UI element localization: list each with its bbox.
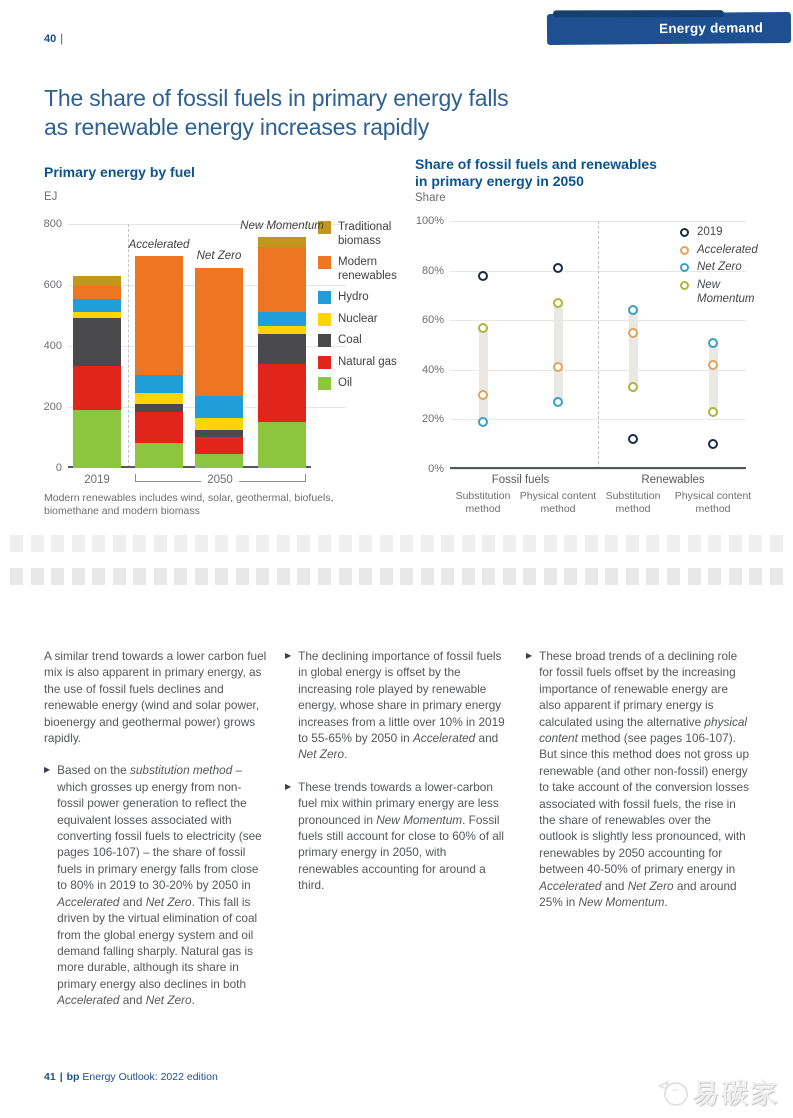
decorative-square bbox=[688, 535, 701, 552]
legend-item bbox=[318, 334, 410, 348]
decorative-square bbox=[277, 535, 290, 552]
y-gridline bbox=[450, 469, 746, 470]
footer-page-number: 41 bbox=[44, 1071, 56, 1083]
decorative-square bbox=[51, 535, 64, 552]
bullet-arrow-icon: ▶ bbox=[526, 651, 533, 660]
decorative-square bbox=[729, 568, 742, 585]
legend-marker-net_zero bbox=[680, 263, 689, 272]
watermark-logo-icon bbox=[656, 1076, 692, 1108]
decorative-square bbox=[462, 568, 475, 585]
text-segment: . bbox=[191, 993, 195, 1008]
decorative-square bbox=[626, 535, 639, 552]
decorative-square bbox=[770, 568, 783, 585]
legend-label: Modern renewables bbox=[338, 256, 397, 282]
legend-item bbox=[680, 225, 758, 240]
legend-label: 2019 bbox=[697, 226, 723, 238]
bullet-text bbox=[57, 762, 268, 1008]
decorative-square bbox=[359, 568, 372, 585]
decorative-square bbox=[215, 535, 228, 552]
legend-item bbox=[680, 260, 758, 275]
text-segment: The declining importance of fossil fuels in global energy is offset by the increasing role played by renewable energy, whose share in primary energy increases from a little over 10% in 2019 to 55-65% by 2050 in bbox=[298, 649, 505, 746]
text-segment: Accelerated bbox=[57, 993, 120, 1008]
decorative-square bbox=[236, 535, 249, 552]
bar-segment-coal bbox=[73, 318, 121, 366]
right-chart-title-line-2: in primary energy in 2050 bbox=[415, 173, 584, 189]
bullet-text bbox=[298, 779, 509, 894]
legend-marker-accelerated bbox=[680, 246, 689, 255]
text-segment: Net Zero bbox=[627, 878, 674, 893]
right-chart-legend bbox=[680, 225, 758, 310]
decorative-square bbox=[400, 535, 413, 552]
legend-swatch-coal bbox=[318, 334, 331, 347]
bar-segment-hydro bbox=[135, 375, 183, 393]
decorative-square bbox=[544, 535, 557, 552]
text-segment: Net Zero bbox=[145, 993, 192, 1008]
decorative-square bbox=[339, 568, 352, 585]
section-banner bbox=[547, 12, 791, 45]
decorative-square bbox=[667, 535, 680, 552]
decorative-square bbox=[503, 568, 516, 585]
decorative-square bbox=[297, 568, 310, 585]
group-label: Renewables bbox=[641, 474, 705, 486]
bar-segment-oil bbox=[258, 422, 306, 468]
data-point-net_zero bbox=[708, 338, 718, 348]
bullet-item bbox=[44, 762, 268, 1008]
right-chart-title-line-1: Share of fossil fuels and renewables bbox=[415, 156, 657, 172]
page-number-divider: | bbox=[60, 33, 64, 45]
bullet-item bbox=[285, 648, 509, 763]
decorative-square bbox=[646, 535, 659, 552]
legend-item bbox=[680, 243, 758, 258]
decorative-square bbox=[133, 568, 146, 585]
bar-segment-natural_gas bbox=[195, 437, 243, 455]
text-segment: Net Zero bbox=[145, 894, 192, 909]
legend-swatch-nuclear bbox=[318, 313, 331, 326]
decorative-square bbox=[215, 568, 228, 585]
bar-segment-hydro bbox=[258, 312, 306, 326]
page-title bbox=[44, 84, 508, 142]
decorative-square bbox=[564, 535, 577, 552]
right-chart-plot-area bbox=[415, 215, 758, 515]
bar-segment-natural_gas bbox=[135, 412, 183, 443]
footer-divider: | bbox=[59, 1071, 63, 1083]
decorative-square bbox=[10, 568, 23, 585]
decorative-square bbox=[318, 535, 331, 552]
decorative-square bbox=[92, 535, 105, 552]
bullet-item bbox=[285, 779, 509, 894]
decorative-square bbox=[92, 568, 105, 585]
text-segment: method (see pages 106-107). But since this method does not gross up renewable (and other non-fossil) energy to take account of the conversion losses associated with fossil fuels, the rise in the share of renewables over the outlook is slightly less pronounced, with renewables by 2050 accounting for between 40-50% of primary energy in bbox=[539, 731, 750, 877]
data-point-new_momentum bbox=[628, 382, 638, 392]
scenario-range-band bbox=[709, 343, 718, 412]
decorative-square bbox=[708, 535, 721, 552]
footer-brand: bp bbox=[66, 1071, 80, 1083]
y-tick-label: 60% bbox=[421, 314, 444, 327]
decorative-square bbox=[380, 535, 393, 552]
decorative-square-row bbox=[10, 535, 783, 552]
decorative-square bbox=[646, 568, 659, 585]
bar-segment-natural_gas bbox=[73, 366, 121, 410]
text-segment: New Momentum bbox=[376, 812, 463, 827]
decorative-square bbox=[770, 535, 783, 552]
bar-segment-coal bbox=[135, 404, 183, 412]
decorative-square bbox=[482, 568, 495, 585]
text-segment: Net Zero bbox=[298, 747, 345, 762]
y-tick-label: 600 bbox=[43, 279, 62, 291]
decorative-square bbox=[174, 535, 187, 552]
decorative-square bbox=[441, 535, 454, 552]
bar-segment-nuclear bbox=[135, 393, 183, 404]
data-point-y2019 bbox=[628, 434, 638, 444]
legend-swatch-oil bbox=[318, 377, 331, 390]
text-segment: . bbox=[664, 895, 668, 910]
bullet-arrow-icon: ▶ bbox=[285, 781, 292, 791]
decorative-square bbox=[318, 568, 331, 585]
decorative-square bbox=[605, 535, 618, 552]
bar-segment-oil bbox=[195, 454, 243, 468]
left-chart-plot-area bbox=[43, 218, 350, 486]
decorative-square bbox=[113, 535, 126, 552]
decorative-square bbox=[256, 568, 269, 585]
text-segment: and bbox=[119, 894, 146, 909]
bar-segment-oil bbox=[135, 443, 183, 468]
legend-swatch-hydro bbox=[318, 291, 331, 304]
bar-segment-coal bbox=[195, 430, 243, 436]
bar-segment-nuclear bbox=[195, 418, 243, 431]
decorative-square bbox=[195, 568, 208, 585]
footer-edition-text: Energy Outlook: 2022 edition bbox=[82, 1071, 218, 1083]
decorative-square bbox=[359, 535, 372, 552]
legend-label: Nuclear bbox=[338, 312, 378, 325]
text-segment: These broad trends of a declining role for fossil fuels offset by the increasing importance of renewable energy are also apparent if primary energy is calculated using the alternative bbox=[539, 649, 738, 729]
bar-segment-modern_renewables bbox=[135, 256, 183, 375]
text-segment: and bbox=[119, 993, 146, 1008]
group-dashed-divider bbox=[598, 221, 599, 469]
data-point-net_zero bbox=[553, 397, 563, 407]
text-segment: New Momentum bbox=[578, 895, 665, 910]
decorative-square bbox=[523, 568, 536, 585]
legend-label: New Momentum bbox=[697, 278, 755, 305]
bar-segment-modern_renewables bbox=[258, 247, 306, 312]
decorative-square bbox=[113, 568, 126, 585]
data-point-new_momentum bbox=[553, 298, 563, 308]
page-number-value: 40 bbox=[44, 33, 57, 45]
text-segment: Based on the bbox=[57, 763, 130, 778]
decorative-square bbox=[72, 535, 85, 552]
method-label: Physical content method bbox=[519, 490, 597, 515]
left-chart-legend bbox=[318, 221, 410, 399]
legend-label: Natural gas bbox=[338, 355, 397, 368]
y-tick-label: 40% bbox=[421, 363, 444, 376]
y-tick-label: 200 bbox=[43, 401, 62, 413]
page-number-top bbox=[44, 33, 63, 45]
x-axis-line bbox=[450, 467, 746, 469]
y-tick-label: 400 bbox=[43, 340, 62, 352]
decorative-square bbox=[297, 535, 310, 552]
scenario-range-band bbox=[479, 328, 488, 422]
text-segment: and around 25% in bbox=[539, 878, 737, 910]
decorative-square bbox=[421, 568, 434, 585]
decorative-square bbox=[51, 568, 64, 585]
legend-swatch-modern_renewables bbox=[318, 256, 331, 269]
decorative-square bbox=[482, 535, 495, 552]
legend-label: Traditional biomass bbox=[338, 221, 392, 247]
decorative-square bbox=[585, 535, 598, 552]
body-column bbox=[44, 648, 268, 1025]
decorative-square bbox=[544, 568, 557, 585]
scenario-annotation: Net Zero bbox=[196, 250, 242, 263]
decorative-square bbox=[667, 568, 680, 585]
bullet-text bbox=[298, 648, 509, 763]
text-segment: These trends towards a lower-carbon fuel mix within primary energy are less pronounced in bbox=[298, 779, 499, 827]
decorative-square bbox=[729, 535, 742, 552]
legend-marker-new_momentum bbox=[680, 281, 689, 290]
legend-label: Net Zero bbox=[697, 261, 742, 273]
bar-segment-hydro bbox=[195, 396, 243, 418]
right-chart-unit-label: Share bbox=[415, 192, 446, 204]
y-tick-label: 20% bbox=[421, 413, 444, 426]
legend-label: Accelerated bbox=[697, 243, 758, 256]
decorative-square bbox=[441, 568, 454, 585]
y-tick-label: 800 bbox=[43, 218, 62, 230]
data-point-net_zero bbox=[478, 417, 488, 427]
left-chart-unit-label: EJ bbox=[44, 191, 58, 203]
section-banner-label: Energy demand bbox=[659, 20, 764, 37]
decorative-square bbox=[72, 568, 85, 585]
legend-item bbox=[318, 221, 410, 248]
legend-swatch-natural_gas bbox=[318, 356, 331, 369]
legend-label: Oil bbox=[338, 377, 353, 389]
data-point-y2019 bbox=[708, 439, 718, 449]
x-group-label: 2050 bbox=[201, 474, 239, 486]
text-segment: A similar trend towards a lower carbon fuel mix is also apparent in primary energy, as the use of fossil fuels declines and renewable energy (wind and solar power, bioenergy and geothermal power) grows rapidly. bbox=[44, 649, 267, 746]
decorative-square bbox=[10, 535, 23, 552]
bar-segment-traditional_biomass bbox=[258, 237, 306, 247]
left-chart-footnote: Modern renewables includes wind, solar, geothermal, biofuels, biomethane and modern biomass bbox=[44, 492, 334, 517]
page-title-line-1: The share of fossil fuels in primary energy falls bbox=[44, 85, 509, 111]
right-chart-title bbox=[415, 156, 657, 190]
body-column bbox=[285, 648, 509, 1025]
body-paragraph bbox=[44, 648, 268, 746]
bar-segment-hydro bbox=[73, 299, 121, 312]
decorative-square bbox=[195, 535, 208, 552]
x-group-bracket-tick bbox=[135, 474, 136, 481]
bar-segment-nuclear bbox=[258, 326, 306, 334]
group-label: Fossil fuels bbox=[491, 474, 550, 486]
bar-segment-coal bbox=[258, 334, 306, 364]
decorative-square bbox=[626, 568, 639, 585]
decorative-square bbox=[523, 535, 536, 552]
bullet-arrow-icon: ▶ bbox=[44, 765, 51, 775]
bullet-arrow-icon: ▶ bbox=[285, 651, 292, 660]
decorative-square bbox=[174, 568, 187, 585]
legend-item bbox=[318, 377, 410, 391]
x-group-bracket-tick bbox=[305, 474, 306, 481]
decorative-square bbox=[339, 535, 352, 552]
decorative-square bbox=[154, 568, 167, 585]
data-point-new_momentum bbox=[708, 407, 718, 417]
text-segment: . bbox=[344, 747, 348, 762]
data-point-new_momentum bbox=[478, 323, 488, 333]
page-footer bbox=[44, 1071, 218, 1083]
legend-item bbox=[318, 256, 410, 283]
text-segment: . This fall is driven by the virtual elimination of coal from the global energy system and oil demand falling sharply. Natural gas is more durable, although its share in primary energy also declines in both bbox=[57, 894, 258, 991]
bar-segment-traditional_biomass bbox=[73, 276, 121, 286]
method-label: Physical content method bbox=[674, 490, 752, 515]
text-segment: . Fossil fuels still account for close to 60% of all primary energy in 2050, with renewables accounting for around a third. bbox=[298, 812, 505, 893]
decorative-square bbox=[503, 535, 516, 552]
method-label: Substitution method bbox=[605, 490, 661, 515]
decorative-square bbox=[277, 568, 290, 585]
legend-label: Hydro bbox=[338, 291, 369, 303]
text-segment: and bbox=[601, 878, 628, 893]
decorative-square bbox=[31, 568, 44, 585]
y-tick-label: 0% bbox=[428, 463, 444, 475]
legend-item bbox=[680, 278, 758, 307]
bar-segment-nuclear bbox=[73, 312, 121, 318]
bar-segment-modern_renewables bbox=[73, 286, 121, 299]
decorative-square bbox=[31, 535, 44, 552]
text-segment: Accelerated bbox=[57, 894, 120, 909]
text-segment: Accelerated bbox=[539, 878, 602, 893]
decorative-square bbox=[585, 568, 598, 585]
scenario-dashed-divider bbox=[128, 224, 129, 468]
y-tick-label: 0 bbox=[55, 462, 62, 474]
left-chart-title: Primary energy by fuel bbox=[44, 164, 195, 180]
body-column bbox=[526, 648, 750, 1025]
decorative-square bbox=[749, 568, 762, 585]
legend-item bbox=[318, 291, 410, 305]
y-tick-label: 100% bbox=[415, 215, 444, 227]
scenario-annotation: New Momentum bbox=[240, 219, 324, 232]
decorative-square bbox=[133, 535, 146, 552]
data-point-accelerated bbox=[708, 360, 718, 370]
decorative-square bbox=[400, 568, 413, 585]
text-segment: Accelerated bbox=[412, 731, 476, 746]
bar-segment-natural_gas bbox=[258, 364, 306, 422]
decorative-square-row bbox=[10, 568, 783, 585]
data-point-y2019 bbox=[553, 263, 563, 273]
decorative-square bbox=[708, 568, 721, 585]
text-segment: and bbox=[475, 731, 499, 746]
scenario-range-band bbox=[554, 303, 563, 402]
decorative-square bbox=[749, 535, 762, 552]
data-point-accelerated bbox=[628, 328, 638, 338]
bar-segment-modern_renewables bbox=[195, 268, 243, 396]
legend-marker-y2019 bbox=[680, 228, 689, 237]
text-segment: – which grosses up energy from non-fossil power generation to reflect the equivalent losses associated with converting fossil fuels to electricity (see pages 106-107) – the share of fossil fuels in primary energy falls from close to 80% in 2019 to 30-20% by 2050 in bbox=[57, 763, 262, 893]
body-text-columns bbox=[44, 648, 751, 1025]
decorative-square bbox=[256, 535, 269, 552]
x-tick-label: 2019 bbox=[84, 474, 110, 486]
decorative-square bbox=[462, 535, 475, 552]
scenario-range-band bbox=[629, 310, 638, 387]
decorative-square bbox=[564, 568, 577, 585]
bullet-item bbox=[526, 648, 750, 911]
decorative-square bbox=[605, 568, 618, 585]
bullet-text bbox=[539, 648, 750, 911]
decorative-square bbox=[154, 535, 167, 552]
decorative-square bbox=[421, 535, 434, 552]
legend-label: Coal bbox=[338, 334, 362, 346]
legend-item bbox=[318, 313, 410, 327]
method-label: Substitution method bbox=[455, 490, 511, 515]
legend-item bbox=[318, 356, 410, 370]
decorative-square bbox=[236, 568, 249, 585]
bar-segment-oil bbox=[73, 410, 121, 468]
watermark bbox=[656, 1072, 779, 1111]
data-point-accelerated bbox=[478, 390, 488, 400]
decorative-square bbox=[688, 568, 701, 585]
text-segment: physical content bbox=[539, 714, 748, 746]
text-segment: substitution method bbox=[129, 763, 233, 778]
page-title-line-2: as renewable energy increases rapidly bbox=[44, 114, 430, 140]
scenario-annotation: Accelerated bbox=[128, 238, 190, 251]
watermark-text: 易碳家 bbox=[692, 1079, 779, 1109]
decorative-square bbox=[380, 568, 393, 585]
data-point-y2019 bbox=[478, 271, 488, 281]
y-tick-label: 80% bbox=[421, 264, 444, 277]
